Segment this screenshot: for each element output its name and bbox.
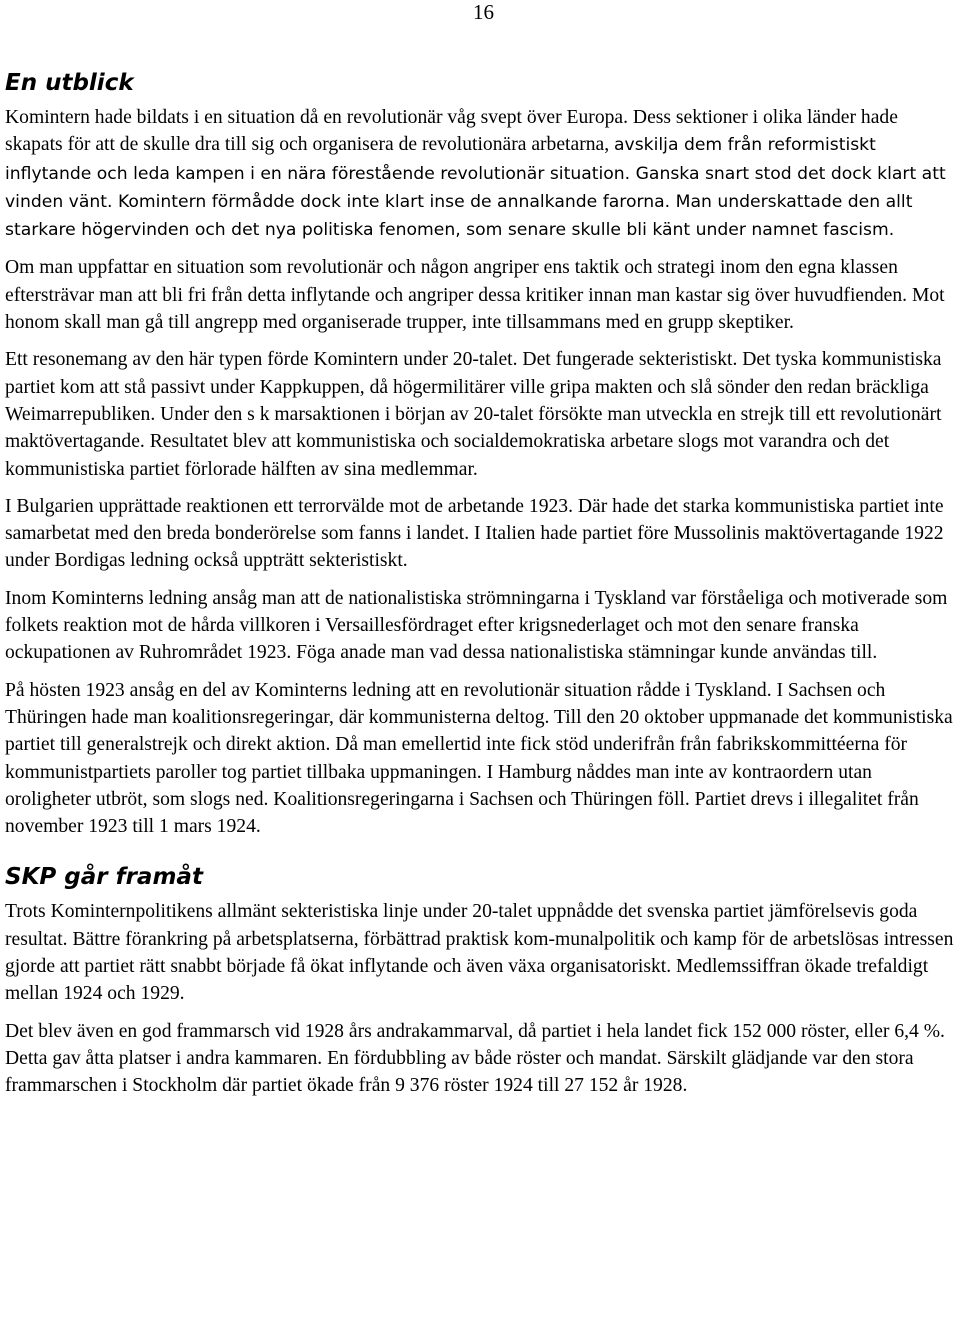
paragraph: Om man uppfattar en situation som revolutionär och någon angriper ens taktik och strategi inom den egna klassen eftersträvar man att bli fri från detta inflytande och angriper dessa kritiker innan man kastar sig över huvudfienden. Mot honom skall man gå till angrepp med organiserade trupper, inte tillsammans med en grupp skeptiker. — [5, 257, 945, 334]
paragraph: På hösten 1923 ansåg en del av Kominterns ledning att en revolutionär situation rådde i Tyskland. I Sachsen och Thüringen hade man koalitionsregeringar, där kommunisterna deltog. Till den 20 oktober uppmanade det kommunistiska partiet till generalstrejk och direkt aktion. Då man emellertid inte fick stöd underifrån från fabrikskommittéerna för kommunistpartiets paroller tog partiet tillbaka uppmaningen. I Hamburg nåddes man inte av kontraordern utan oroligheter utbröt, som slogs ned. Koalitionsregeringarna i Sachsen och Thüringen föll. Partiet drevs i illegalitet från november 1923 till 1 mars 1924. — [5, 679, 953, 838]
paragraph: I Bulgarien upprättade reaktionen ett terrorvälde mot de arbetande 1923. Där hade det starka kommunistiska partiet inte samarbetat med den breda bonderörelse som fanns i landet. I Italien hade partiet före Mussolinis maktövertagande 1922 under Bordigas ledning också uppträtt sekteristiskt. — [5, 495, 944, 572]
paragraph: Ett resonemang av den här typen förde Komintern under 20-talet. Det fungerade sekteristiskt. Det tyska kommunistiska partiet kom att stå passivt under Kappkuppen, då högermilitärer ville gripa makten och slå sönder den redan bräckliga Weimarrepubliken. Under den s k marsaktionen i början av 20-talet försökte man utveckla en strejk till ett revolutionärt maktövertagande. Resultatet blev att kommunistiska och socialdemokratiska arbetare slogs mot varandra och det kommunistiska partiet förlorade hälften av sina medlemmar. — [5, 349, 942, 480]
document-body — [5, 66, 955, 1110]
section-heading-en-utblick: En utblick — [5, 70, 134, 96]
section-heading-skp-gar-framat: SKP går framåt — [5, 864, 203, 891]
paragraph: Inom Kominterns ledning ansåg man att de nationalistiska strömningarna i Tyskland var förståeliga och motiverade som folkets reaktion mot de hårda villkoren i Versaillesfördraget efter krigsnederlaget och mot den senare franska ockupationen av Ruhrområdet 1923. Föga anade man vad dessa nationalistiska stämningar kunde användas till. — [5, 587, 948, 664]
page-number: 16 — [473, 0, 494, 24]
paragraph-serif-part: Komintern hade bildats i en situation då en revolutionär våg svept över Europa. Dess sektioner i olika länder hade skapats för att de skulle dra till sig och organisera de revolutionära arbetarna, — [5, 107, 898, 156]
paragraph-sans-part: avskilja dem från reformistiskt inflytande och leda kampen i en nära förestående revolutionär situation. Ganska snart stod det dock klart att vinden vänt. Komintern förmådde dock inte klart inse de annalkande farorna. Man underskattade den allt starkare högervinden och det nya politiska fenomen, som senare skulle bli känt under namnet fascism. — [5, 135, 946, 241]
paragraph: Det blev även en god frammarsch vid 1928 års andrakammarval, då partiet i hela landet fick 152 000 röster, eller 6,4 %. Detta gav åtta platser i andra kammaren. En fördubbling av både röster och mandat. Särskilt glädjande var den stora frammarschen i Stockholm där partiet ökade från 9 376 röster 1924 till 27 152 år 1928. — [5, 1020, 945, 1097]
paragraph: Trots Kominternpolitikens allmänt sekteristiska linje under 20-talet uppnådde det svenska partiet jämförelsevis goda resultat. Bättre förankring på arbetsplatserna, förbättrad praktisk kom-munalpolitik och kamp för de arbetslösas intressen gjorde att partiet rätt snabbt började få ökat inflytande och även växa organisatoriskt. Medlemssiffran ökade trefaldigt mellan 1924 och 1929. — [5, 901, 954, 1005]
paragraph — [5, 104, 955, 244]
